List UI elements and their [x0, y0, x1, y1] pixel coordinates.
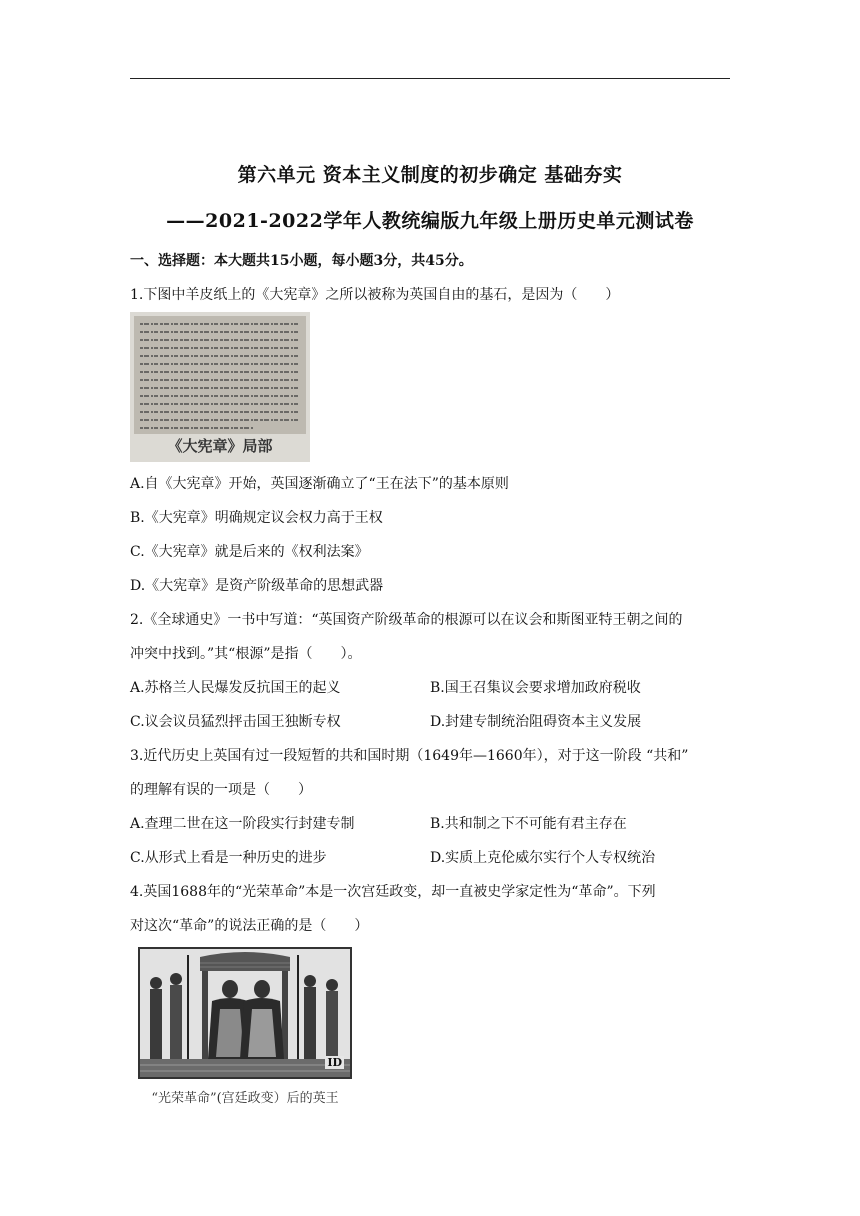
image-mark: ID — [327, 1056, 342, 1069]
glorious-revolution-caption: “光荣革命”(宫廷政变）后的英王 — [151, 1091, 339, 1106]
q1-option-a: A.自《大宪章》开始，英国逐渐确立了“王在法下”的基本原则 — [130, 476, 509, 492]
q1-option-d: D.《大宪章》是资产阶级革命的思想武器 — [130, 578, 384, 594]
q2-stem-line1: 2.《全球通史》一书中写道：“英国资产阶级革命的根源可以在议会和斯图亚特王朝之间的 — [130, 612, 683, 628]
doc-title-line2: ——2021-2022学年人教统编版九年级上册历史单元测试卷 — [166, 210, 694, 232]
q3-option-c: C.从形式上看是一种历史的进步 — [130, 850, 327, 866]
parchment-graphic — [134, 316, 306, 434]
header-rule — [130, 78, 730, 79]
q2-option-c: C.议会议员猛烈抨击国王独断专权 — [130, 714, 341, 730]
q4-stem-line2: 对这次“革命”的说法正确的是（ ） — [130, 918, 369, 934]
magna-carta-caption: 《大宪章》局部 — [167, 437, 273, 455]
q1-stem: 1.下图中羊皮纸上的《大宪章》之所以被称为英国自由的基石，是因为（ ） — [130, 287, 620, 303]
glorious-revolution-image — [130, 945, 360, 1115]
section-heading: 一、选择题：本大题共15小题，每小题3分，共45分。 — [130, 253, 473, 269]
q3-stem-line2: 的理解有误的一项是（ ） — [130, 782, 312, 798]
q3-option-a: A.查理二世在这一阶段实行封建专制 — [130, 816, 355, 832]
q3-option-d: D.实质上克伦威尔实行个人专权统治 — [430, 850, 656, 866]
q1-option-c: C.《大宪章》就是后来的《权利法案》 — [130, 544, 369, 560]
q2-option-b: B.国王召集议会要求增加政府税收 — [430, 680, 641, 696]
q2-stem-line2: 冲突中找到。”其“根源”是指（ ）。 — [130, 646, 362, 662]
q3-option-b: B.共和制之下不可能有君主存在 — [430, 816, 627, 832]
engraving-graphic — [138, 947, 352, 1079]
q4-stem-line1: 4.英国1688年的“光荣革命”本是一次宫廷政变，却一直被史学家定性为“革命”。下列 — [130, 884, 656, 900]
q2-option-a: A.苏格兰人民爆发反抗国王的起义 — [130, 680, 341, 696]
doc-title-line1: 第六单元 资本主义制度的初步确定 基础夯实 — [237, 164, 623, 186]
q3-stem-line1: 3.近代历史上英国有过一段短暂的共和国时期（1649年—1660年），对于这一阶段 “共和” — [130, 748, 689, 764]
q1-option-b: B.《大宪章》明确规定议会权力高于王权 — [130, 510, 383, 526]
q2-option-d: D.封建专制统治阻碍资本主义发展 — [430, 714, 642, 730]
magna-carta-image — [130, 312, 310, 462]
